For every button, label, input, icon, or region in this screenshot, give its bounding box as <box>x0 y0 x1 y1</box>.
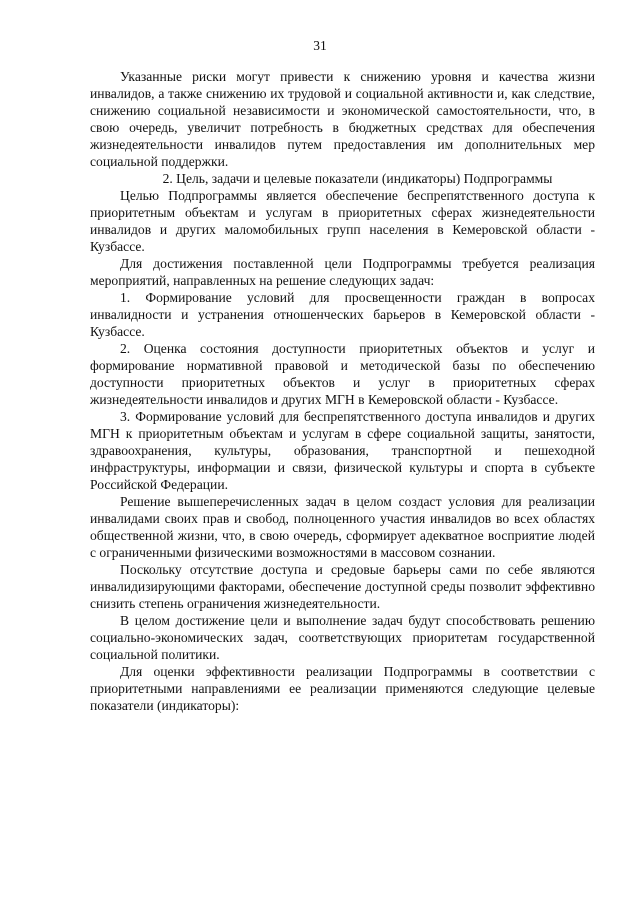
paragraph-goal: Целью Подпрограммы является обеспечение беспрепятственного доступа к приоритетным объектам и услугам в приоритетных сферах жизнедеятельности инвалидов и других маломобильных групп населения в Кемеровской области - Кузбассе. <box>90 188 595 254</box>
section-heading: 2. Цель, задачи и целевые показатели (индикаторы) Подпрограммы <box>162 171 553 186</box>
paragraph-task-1: 1. Формирование условий для просвещенности граждан в вопросах инвалидности и устранения отношенческих барьеров в Кемеровской области - Кузбассе. <box>90 290 595 339</box>
paragraph-barriers: Поскольку отсутствие доступа и средовые барьеры сами по себе являются инвалидизирующими факторами, обеспечение доступной среды позволит эффективно снизить степень ограничения жизнедеятельности. <box>90 562 595 611</box>
intro-paragraph: Указанные риски могут привести к снижению уровня и качества жизни инвалидов, а также снижению их трудовой и социальной активности и, как следствие, снижению социальной независимости и экономической самостоятельности, что, в свою очередь, увеличит потребность в бюджетных средствах для обеспечения жизнедеятельности инвалидов путем предоставления им дополнительных мер социальной поддержки. <box>90 69 595 169</box>
paragraph-task-3: 3. Формирование условий для беспрепятственного доступа инвалидов и других МГН к приоритетным объектам и услугам в сфере социальной защиты, занятости, здравоохранения, культуры, образования, транспортной и пешеходной инфраструктуры, информации и связи, физической культуры и спорта в субъекте Российской Федерации. <box>90 409 595 492</box>
paragraph-overall: В целом достижение цели и выполнение задач будут способствовать решению социально-экономических задач, соответствующих приоритетам государственной социальной политики. <box>90 613 595 662</box>
paragraph-indicators: Для оценки эффективности реализации Подпрограммы в соответствии с приоритетными направлениями ее реализации применяются следующие целевые показатели (индикаторы): <box>90 664 595 713</box>
document-body <box>90 68 595 714</box>
paragraph-solution: Решение вышеперечисленных задач в целом создаст условия для реализации инвалидами своих прав и свобод, полноценного участия инвалидов во всех областях общественной жизни, что, в свою очередь, сформирует адекватное восприятие людей с ограниченными физическими возможностями в массовом сознании. <box>90 494 595 560</box>
paragraph-task-2: 2. Оценка состояния доступности приоритетных объектов и услуг и формирование нормативной правовой и методической базы по обеспечению доступности приоритетных объектов и услуг в приоритетных сферах жизнедеятельности инвалидов и других МГН в Кемеровской области - Кузбассе. <box>90 341 595 407</box>
page-number: 31 <box>313 38 327 53</box>
paragraph-tasks-intro: Для достижения поставленной цели Подпрограммы требуется реализация мероприятий, направленных на решение следующих задач: <box>90 256 595 288</box>
